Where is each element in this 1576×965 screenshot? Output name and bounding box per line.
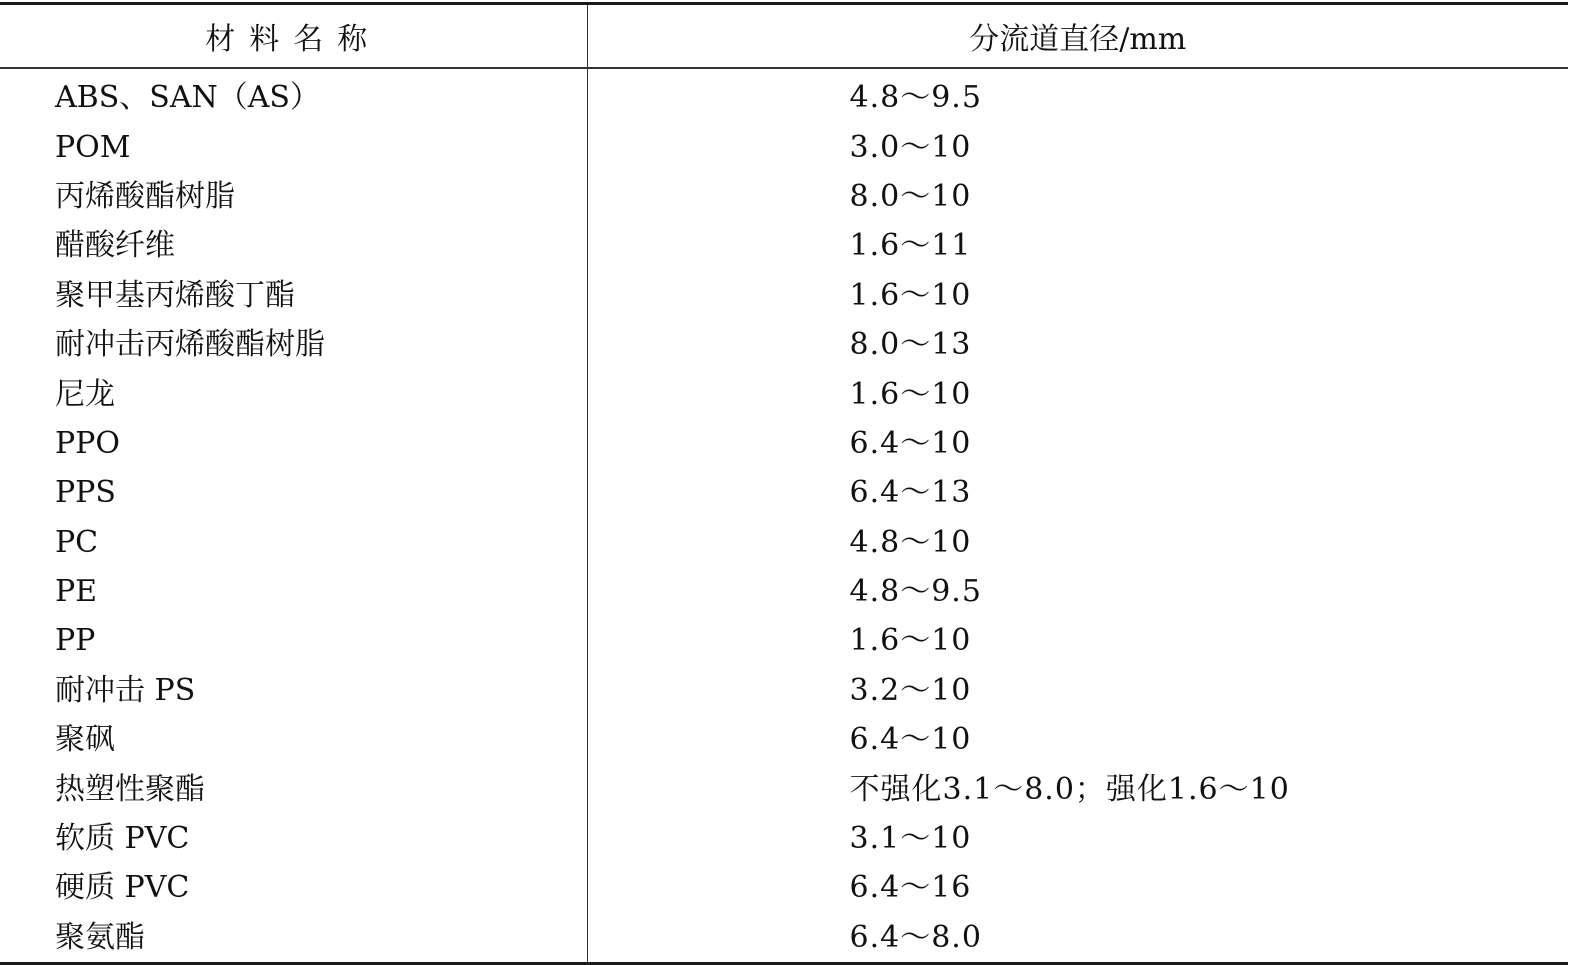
header-row	[0, 4, 1568, 69]
material-name-cell: 耐冲击丙烯酸酯树脂	[0, 320, 587, 369]
material-name-cell: 丙烯酸酯树脂	[0, 172, 587, 221]
material-name-cell: PE	[0, 567, 587, 616]
runner-diameter-cell: 1.6～10	[849, 623, 972, 659]
material-name-cell: 软质 PVC	[0, 814, 587, 863]
material-name-cell: 热塑性聚酯	[0, 764, 587, 813]
material-name-cell: 硬质 PVC	[0, 863, 587, 912]
material-name-cell: ABS、SAN（AS）	[0, 68, 587, 122]
table-row	[0, 567, 1568, 616]
runner-diameter-cell: 3.2～10	[849, 672, 972, 708]
table-row	[0, 814, 1568, 863]
table-row	[0, 271, 1568, 320]
runner-diameter-cell: 1.6～11	[849, 228, 972, 264]
runner-diameter-cell: 1.6～10	[849, 376, 972, 412]
runner-diameter-table	[0, 2, 1568, 965]
table-row	[0, 616, 1568, 665]
material-name-cell: 聚甲基丙烯酸丁酯	[0, 271, 587, 320]
table-row	[0, 863, 1568, 912]
table-row	[0, 419, 1568, 468]
runner-diameter-cell: 1.6～10	[849, 277, 972, 313]
table-row	[0, 715, 1568, 764]
runner-diameter-cell: 4.8～9.5	[849, 574, 982, 610]
runner-diameter-cell: 4.8～9.5	[849, 80, 982, 116]
material-name-cell: 聚砜	[0, 715, 587, 764]
material-name-cell: 耐冲击 PS	[0, 666, 587, 715]
material-name-cell: PPS	[0, 468, 587, 517]
material-name-cell: 聚氨酯	[0, 913, 587, 964]
runner-diameter-cell: 6.4～10	[849, 722, 972, 758]
table-row	[0, 518, 1568, 567]
material-name-cell: PP	[0, 616, 587, 665]
runner-diameter-cell: 6.4～13	[849, 475, 972, 511]
runner-diameter-cell: 6.4～8.0	[849, 919, 982, 955]
runner-diameter-cell: 3.0～10	[849, 129, 972, 165]
table-row	[0, 172, 1568, 221]
runner-diameter-cell: 6.4～10	[849, 425, 972, 461]
table-row	[0, 320, 1568, 369]
material-name-cell: POM	[0, 122, 587, 171]
table-row	[0, 68, 1568, 122]
material-name-cell: PC	[0, 518, 587, 567]
table-row	[0, 221, 1568, 270]
table-header	[0, 4, 1568, 69]
runner-diameter-cell: 不强化3.1～8.0；强化1.6～10	[849, 771, 1290, 807]
runner-diameter-cell: 8.0～13	[849, 327, 972, 363]
runner-diameter-cell: 4.8～10	[849, 524, 972, 560]
table-row	[0, 764, 1568, 813]
table-body	[0, 68, 1568, 964]
runner-diameter-cell: 3.1～10	[849, 821, 972, 857]
runner-diameter-cell: 6.4～16	[849, 870, 972, 906]
material-name-cell: 醋酸纤维	[0, 221, 587, 270]
material-name-cell: PPO	[0, 419, 587, 468]
table-row	[0, 122, 1568, 171]
header-material-name: 材料名称	[0, 4, 587, 69]
header-runner-diameter: 分流道直径/mm	[587, 4, 1568, 69]
material-name-cell: 尼龙	[0, 369, 587, 418]
table-row	[0, 468, 1568, 517]
runner-diameter-cell: 8.0～10	[849, 178, 972, 214]
table-row	[0, 369, 1568, 418]
table-row	[0, 913, 1568, 964]
table-row	[0, 666, 1568, 715]
